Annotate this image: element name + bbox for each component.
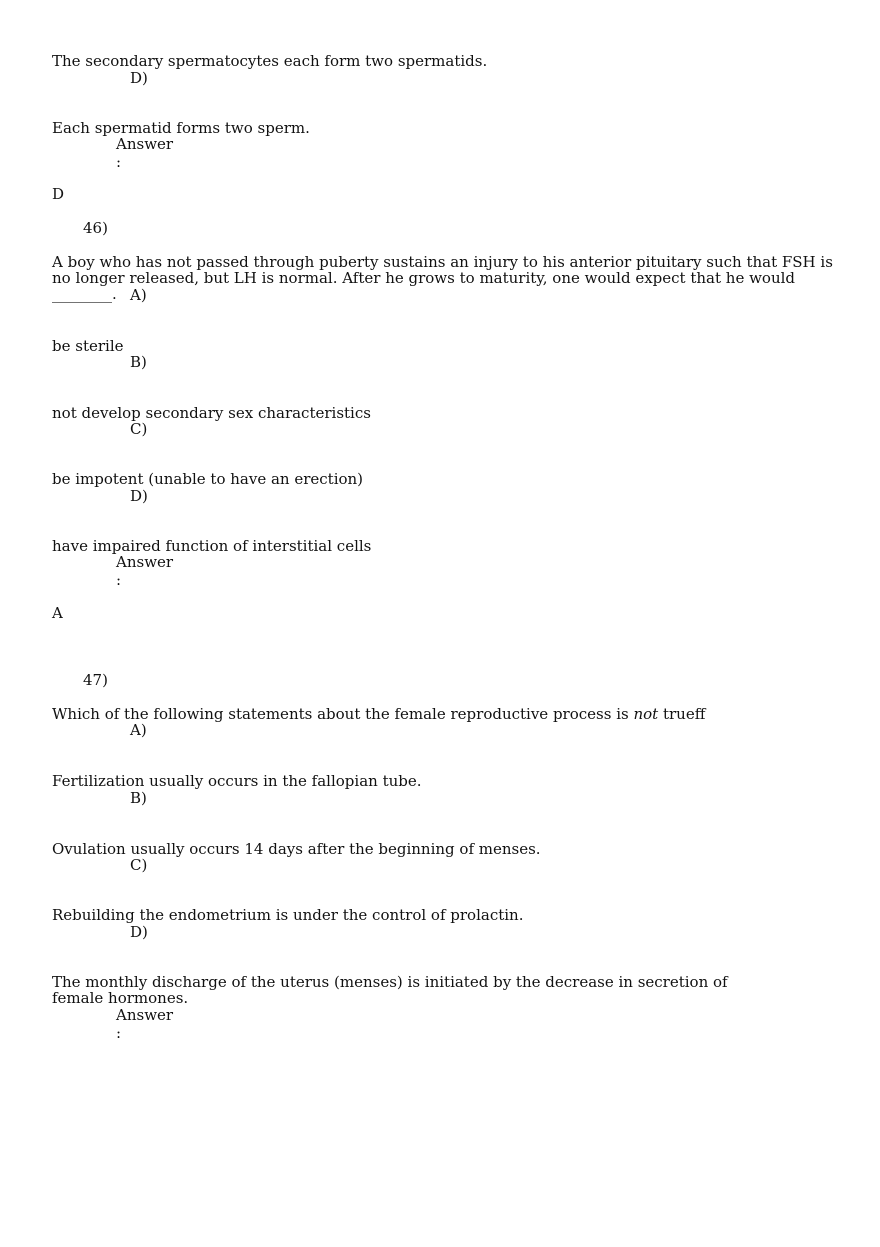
q47-option-b-label: B): [130, 789, 147, 807]
q47-option-c-label: C): [130, 856, 148, 874]
q46-number: 46): [83, 219, 108, 237]
q47-option-c-text: Rebuilding the endometrium is under the control of prolactin.: [52, 906, 524, 924]
q46-option-a-text: be sterile: [52, 337, 124, 355]
q46-option-d-text: have impaired function of interstitial cells: [52, 537, 372, 555]
q47-answer-colon: :: [116, 1024, 122, 1042]
q45-answer-colon: :: [116, 153, 122, 171]
q46-option-b-label: B): [130, 353, 147, 371]
q45-option-c-text: The secondary spermatocytes each form two spermatids.: [52, 52, 488, 70]
q46-option-d-label: D): [130, 487, 148, 505]
q47-stem-emphasis: not: [633, 705, 659, 723]
q47-stem-before: Which of the following statements about the female reproductive process is: [52, 705, 634, 723]
q45-answer-value: D: [52, 185, 65, 203]
q46-answer-label: Answer: [116, 553, 174, 571]
q45-option-d-label: D): [130, 69, 148, 87]
q47-stem-after: trueff: [658, 705, 706, 723]
q46-option-b-text: not develop secondary sex characteristics: [52, 404, 371, 422]
q47-number: 47): [83, 671, 108, 689]
q45-option-d-text: Each spermatid forms two sperm.: [52, 119, 310, 137]
q46-option-c-text: be impotent (unable to have an erection): [52, 470, 364, 488]
q47-stem: [52, 706, 705, 722]
q46-answer-colon: :: [116, 571, 122, 589]
q46-option-a-label: A): [130, 286, 147, 304]
q46-stem: A boy who has not passed through puberty sustains an injury to his anterior pituitary such that FSH is no longer released, but LH is normal. After he grows to maturity, one would expect that he would ________.: [52, 253, 833, 303]
q47-option-a-text: Fertilization usually occurs in the fallopian tube.: [52, 772, 422, 790]
q47-option-d-label: D): [130, 923, 148, 941]
q47-option-b-text: Ovulation usually occurs 14 days after the beginning of menses.: [52, 840, 541, 858]
q45-answer-label: Answer: [116, 135, 174, 153]
q47-option-d-text: The monthly discharge of the uterus (menses) is initiated by the decrease in secretion of female hormones.: [52, 973, 728, 1007]
q47-option-a-label: A): [130, 721, 147, 739]
q47-answer-label: Answer: [116, 1006, 174, 1024]
q46-answer-value: A: [52, 604, 63, 622]
q46-option-c-label: C): [130, 420, 148, 438]
